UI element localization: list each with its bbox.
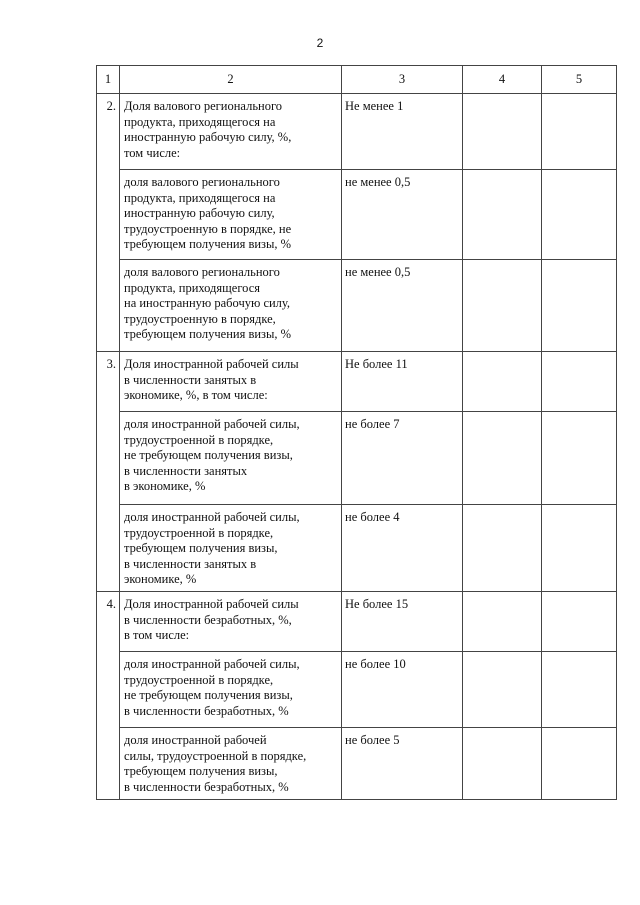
indicator-value: не более 10 — [342, 652, 463, 728]
indicator-line: продукта, приходящегося на — [124, 190, 276, 205]
col5-cell — [542, 505, 617, 592]
indicator-line: экономике, % — [124, 572, 197, 586]
indicator-name — [120, 728, 342, 800]
indicator-line: Доля иностранной рабочей силы — [124, 357, 299, 371]
indicator-line: требующем получения визы, % — [124, 327, 292, 341]
header-cell: 2 — [120, 66, 342, 94]
table-row — [97, 505, 617, 592]
indicator-line: экономике, %, в том числе: — [124, 388, 268, 402]
indicator-name — [120, 412, 342, 505]
col5-cell — [542, 260, 617, 352]
indicator-value: не более 7 — [342, 412, 463, 505]
col5-cell — [542, 94, 617, 170]
indicator-line: трудоустроенную в порядке, не — [124, 221, 292, 236]
indicator-line: том числе: — [124, 145, 181, 160]
col4-cell — [463, 412, 542, 505]
indicator-line: продукта, приходящегося — [124, 280, 261, 295]
indicator-line: продукта, приходящегося на — [124, 114, 276, 129]
indicator-line: доля иностранной рабочей силы, — [124, 417, 300, 431]
indicator-line: не требующем получения визы, — [124, 448, 293, 462]
indicator-name — [120, 352, 342, 412]
col4-cell — [463, 505, 542, 592]
col5-cell — [542, 592, 617, 652]
indicator-name — [120, 592, 342, 652]
indicator-value: Не более 11 — [342, 352, 463, 412]
col4-cell — [463, 652, 542, 728]
table-header-row — [97, 66, 617, 94]
row-number: 4. — [97, 592, 120, 800]
indicator-value: Не менее 1 — [342, 94, 463, 170]
indicator-line: в том числе: — [124, 628, 190, 642]
indicator-line: требующем получения визы, — [124, 541, 278, 555]
col4-cell — [463, 352, 542, 412]
table-row — [97, 352, 617, 412]
indicator-line: в экономике, % — [124, 479, 206, 493]
indicator-line: требующем получения визы, % — [124, 237, 292, 251]
col5-cell — [542, 170, 617, 260]
indicator-value: не более 5 — [342, 728, 463, 800]
indicator-line: в численности занятых в — [124, 372, 257, 387]
row-number: 2. — [97, 94, 120, 352]
table-row — [97, 592, 617, 652]
indicator-value: не более 4 — [342, 505, 463, 592]
col5-cell — [542, 412, 617, 505]
indicator-name — [120, 652, 342, 728]
col4-cell — [463, 728, 542, 800]
table-row — [97, 652, 617, 728]
indicator-line: трудоустроенной в порядке, — [124, 432, 274, 447]
indicator-value: не менее 0,5 — [342, 170, 463, 260]
table-row — [97, 260, 617, 352]
header-cell: 4 — [463, 66, 542, 94]
col5-cell — [542, 352, 617, 412]
col4-cell — [463, 94, 542, 170]
indicator-line: в численности безработных, %, — [124, 612, 292, 627]
indicator-line: в численности занятых в — [124, 556, 257, 571]
indicator-line: в численности занятых — [124, 463, 248, 478]
page-number: 2 — [316, 36, 324, 50]
table-row — [97, 94, 617, 170]
indicator-line: на иностранную рабочую силу, — [124, 296, 291, 310]
table-row — [97, 170, 617, 260]
indicator-line: Доля валового регионального — [124, 99, 283, 113]
indicator-line: доля иностранной рабочей силы, — [124, 510, 300, 524]
header-cell: 5 — [542, 66, 617, 94]
indicator-line: трудоустроенную в порядке, — [124, 311, 276, 326]
indicator-line: трудоустроенной в порядке, — [124, 525, 274, 540]
indicator-line: в численности безработных, % — [124, 703, 289, 718]
indicator-line: доля валового регионального — [124, 265, 280, 279]
indicator-name — [120, 260, 342, 352]
indicator-line: трудоустроенной в порядке, — [124, 672, 274, 687]
indicator-line: силы, трудоустроенной в порядке, — [124, 748, 307, 763]
indicator-value: не менее 0,5 — [342, 260, 463, 352]
header-cell: 3 — [342, 66, 463, 94]
indicator-line: иностранную рабочую силу, — [124, 206, 275, 220]
col5-cell — [542, 728, 617, 800]
col4-cell — [463, 592, 542, 652]
indicator-line: в численности безработных, % — [124, 779, 289, 794]
indicator-line: иностранную рабочую силу, %, — [124, 130, 292, 144]
indicator-line: доля валового регионального — [124, 175, 280, 189]
indicator-name — [120, 94, 342, 170]
table-row — [97, 412, 617, 505]
header-cell: 1 — [97, 66, 120, 94]
col4-cell — [463, 170, 542, 260]
indicator-line: доля иностранной рабочей силы, — [124, 657, 300, 671]
indicator-name — [120, 505, 342, 592]
col4-cell — [463, 260, 542, 352]
indicator-value: Не более 15 — [342, 592, 463, 652]
col5-cell — [542, 652, 617, 728]
indicator-line: требующем получения визы, — [124, 764, 278, 778]
indicator-line: не требующем получения визы, — [124, 688, 293, 702]
row-number: 3. — [97, 352, 120, 592]
indicator-line: Доля иностранной рабочей силы — [124, 597, 299, 611]
indicators-table — [96, 65, 617, 800]
indicator-name — [120, 170, 342, 260]
table-row — [97, 728, 617, 800]
indicator-line: доля иностранной рабочей — [124, 733, 267, 747]
